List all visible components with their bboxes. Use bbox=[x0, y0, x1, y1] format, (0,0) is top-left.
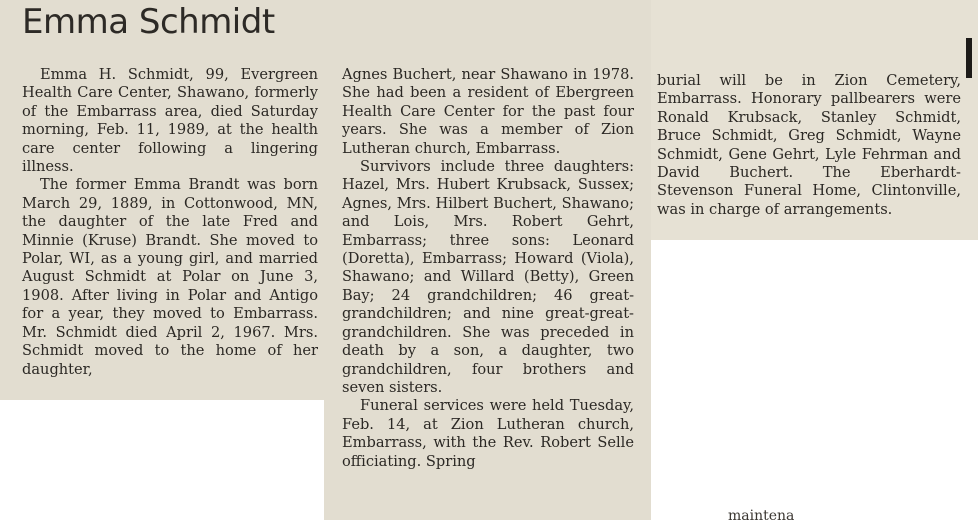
obituary-headline: Emma Schmidt bbox=[22, 2, 275, 42]
article-column-1 bbox=[22, 66, 318, 379]
paragraph: Funeral services were held Tuesday, Feb. 14, at Zion Lutheran church, Embarrass, with the Rev. Robert Selle officiating. Spring bbox=[342, 397, 634, 470]
bottom-text-fragment: maintena bbox=[728, 508, 795, 524]
paragraph: Emma H. Schmidt, 99, Evergreen Health Care Center, Shawano, formerly of the Embarrass area, died Saturday morning, Feb. 11, 1989, at the health care center following a lingering illness. bbox=[22, 66, 318, 176]
paragraph: Survivors include three daughters: Hazel, Mrs. Hubert Krubsack, Sussex; Agnes, Mrs. Hilbert Buchert, Shawano; and Lois, Mrs. Robert Gehrt, Embarrass; three sons: Leonard (Doretta), Embarrass; Howard (Viola), Shawano; and Willard (Betty), Green Bay; 24 grandchildren; 46 great-grandchildren; and nine great-great-grandchildren. She was preceded in death by a son, a daughter, two grandchildren, four brothers and seven sisters. bbox=[342, 158, 634, 396]
paragraph: Agnes Buchert, near Shawano in 1978. She had been a resident of Ebergreen Health Care Center for the past four years. She was a member of Zion Lutheran church, Embarrass. bbox=[342, 66, 634, 157]
article-column-2 bbox=[342, 66, 634, 471]
article-column-3 bbox=[657, 72, 961, 219]
edge-mark bbox=[966, 38, 972, 78]
paragraph: burial will be in Zion Cemetery, Embarrass. Honorary pallbearers were Ronald Krubsack, Stanley Schmidt, Bruce Schmidt, Greg Schmidt, Wayne Schmidt, Gene Gehrt, Lyle Fehrman and David Buchert. The Eberhardt-Stevenson Funeral Home, Clintonville, was in charge of arrangements. bbox=[657, 72, 961, 218]
paragraph: The former Emma Brandt was born March 29, 1889, in Cottonwood, MN, the daughter of the late Fred and Minnie (Kruse) Brandt. She moved to Polar, WI, as a young girl, and married August Schmidt at Polar on June 3, 1908. After living in Polar and Antigo for a year, they moved to Embarrass. Mr. Schmidt died April 2, 1967. Mrs. Schmidt moved to the home of her daughter, bbox=[22, 176, 318, 378]
blank-area bbox=[12, 400, 312, 520]
